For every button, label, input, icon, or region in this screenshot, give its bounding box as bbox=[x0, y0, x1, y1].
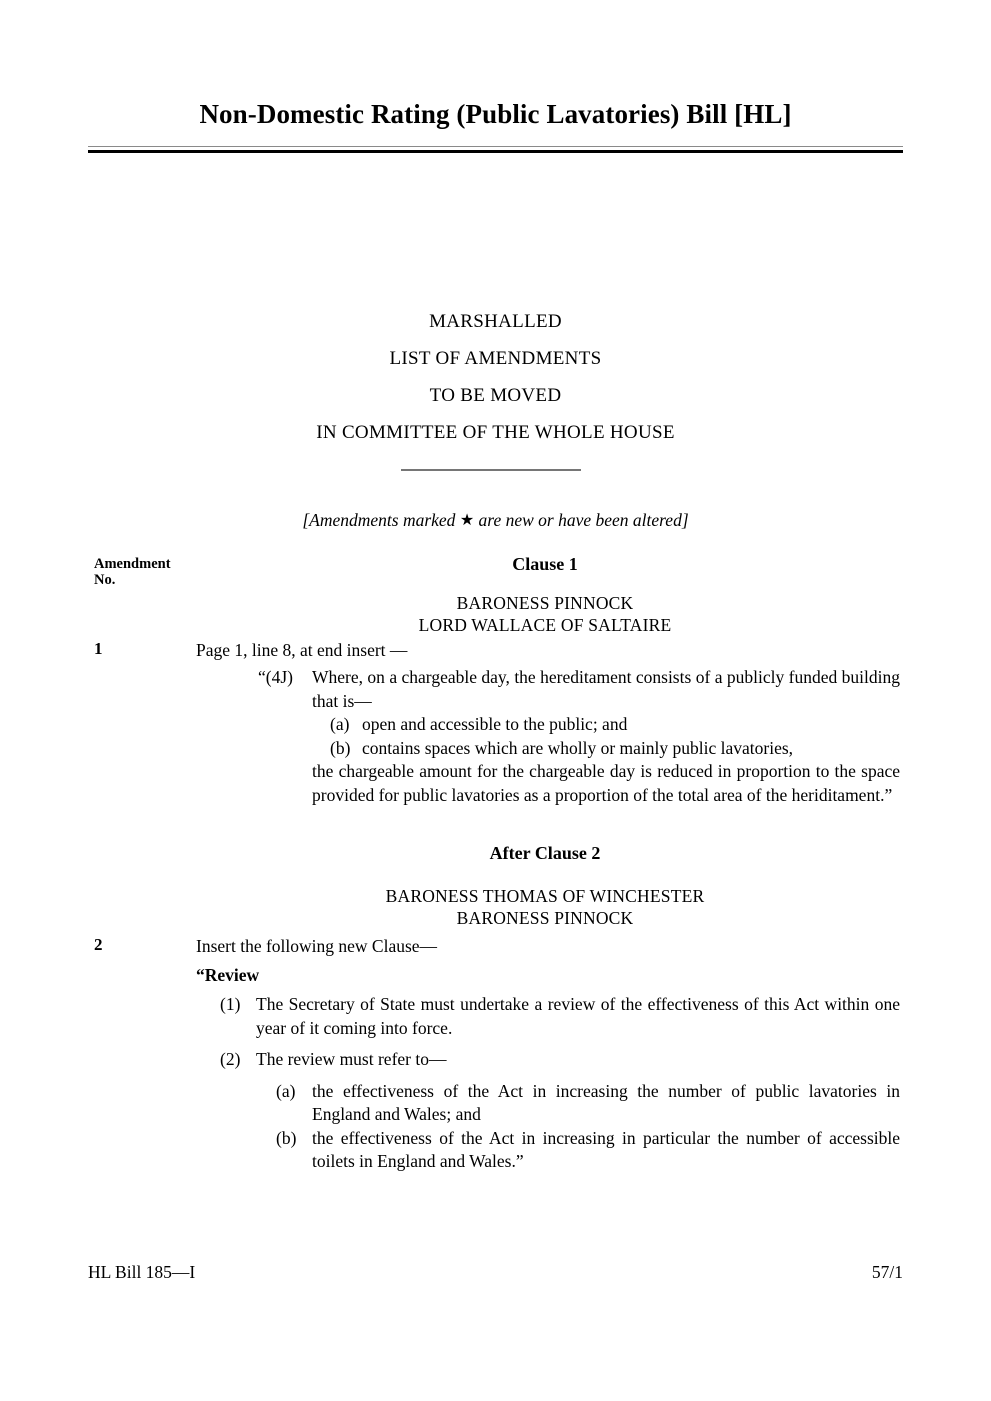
amendments-marked-note bbox=[88, 510, 903, 531]
page-footer bbox=[88, 1262, 903, 1283]
numbered-item-marker: (2) bbox=[220, 1049, 241, 1069]
sponsor-name: BARONESS THOMAS OF WINCHESTER bbox=[385, 886, 705, 906]
page-title: Non-Domestic Rating (Public Lavatories) Bill [HL] bbox=[199, 99, 792, 129]
numbered-item-marker: (1) bbox=[220, 994, 241, 1014]
numbered-item bbox=[220, 993, 900, 1040]
list-item-text: open and accessible to the public; and bbox=[362, 714, 628, 734]
list-item-text: the effectiveness of the Act in increasing in particular the number of accessible toilets in England and Wales.” bbox=[312, 1127, 900, 1171]
section-divider-rule bbox=[401, 469, 581, 471]
sponsor-name: LORD WALLACE OF SALTAIRE bbox=[418, 615, 672, 635]
heading-line-list-of-amendments: LIST OF AMENDMENTS bbox=[389, 348, 602, 369]
amendment-1-sub-list bbox=[258, 713, 900, 760]
list-item-marker: (a) bbox=[330, 714, 350, 734]
list-item-text: contains spaces which are wholly or mainly public lavatories, bbox=[362, 737, 794, 758]
list-item bbox=[276, 1080, 900, 1127]
amendment-no-column-label bbox=[94, 556, 204, 588]
star-note-close: are new or have been altered] bbox=[474, 510, 689, 530]
review-sub-list bbox=[220, 1080, 900, 1174]
numbered-item-text: The Secretary of State must undertake a review of the effectiveness of this Act within one year of it coming into force. bbox=[256, 994, 900, 1038]
after-clause-2-sponsors bbox=[190, 885, 900, 929]
review-clause-body bbox=[220, 993, 900, 1174]
page-reference: 57/1 bbox=[871, 1262, 903, 1282]
paragraph-text: Where, on a chargeable day, the hereditament consists of a publicly funded building that is— bbox=[312, 667, 900, 711]
sponsor-name: BARONESS PINNOCK bbox=[456, 593, 634, 613]
marshalled-heading-block bbox=[88, 303, 903, 451]
amendment-1-lead-line: Page 1, line 8, at end insert — bbox=[196, 640, 408, 660]
sponsor-name: BARONESS PINNOCK bbox=[456, 908, 634, 928]
amendment-number-2: 2 bbox=[94, 935, 103, 954]
bill-number: HL Bill 185—I bbox=[88, 1262, 196, 1282]
new-clause-title: “Review bbox=[196, 965, 260, 985]
amendment-1-tail-text: the chargeable amount for the chargeable day is reduced in proportion to the space provided for public lavatories as a proportion of the total area of the heriditament.” bbox=[312, 761, 900, 805]
paragraph-marker: “(4J) bbox=[258, 667, 293, 687]
list-item-marker: (b) bbox=[276, 1127, 297, 1148]
amendment-label-line-2: No. bbox=[94, 572, 116, 588]
clause-1-sponsors bbox=[190, 592, 900, 636]
amendment-number-1: 1 bbox=[94, 639, 103, 658]
heading-line-marshalled: MARSHALLED bbox=[429, 311, 562, 332]
amendment-1-body bbox=[258, 666, 900, 807]
heading-line-to-be-moved: TO BE MOVED bbox=[429, 385, 562, 406]
heading-line-in-committee: IN COMMITTEE OF THE WHOLE HOUSE bbox=[316, 422, 675, 443]
star-icon: ★ bbox=[459, 512, 475, 529]
star-note-open: [Amendments marked bbox=[302, 510, 460, 530]
title-divider bbox=[88, 146, 903, 153]
amendment-label-line-1: Amendment bbox=[94, 556, 171, 572]
numbered-item-text: The review must refer to— bbox=[256, 1049, 447, 1069]
list-item-marker: (b) bbox=[330, 737, 351, 758]
title-rule-thick bbox=[88, 150, 903, 153]
list-item bbox=[330, 713, 900, 737]
list-item bbox=[330, 737, 900, 761]
clause-1-heading: Clause 1 bbox=[512, 554, 578, 574]
list-item-marker: (a) bbox=[276, 1080, 296, 1101]
amendment-1-paragraph bbox=[258, 666, 900, 713]
numbered-item bbox=[220, 1048, 900, 1072]
amendment-2-lead-line: Insert the following new Clause— bbox=[196, 936, 438, 956]
list-item-text: the effectiveness of the Act in increasing the number of public lavatories in England and Wales; and bbox=[312, 1080, 900, 1124]
after-clause-2-heading: After Clause 2 bbox=[489, 843, 601, 863]
list-item bbox=[276, 1127, 900, 1174]
